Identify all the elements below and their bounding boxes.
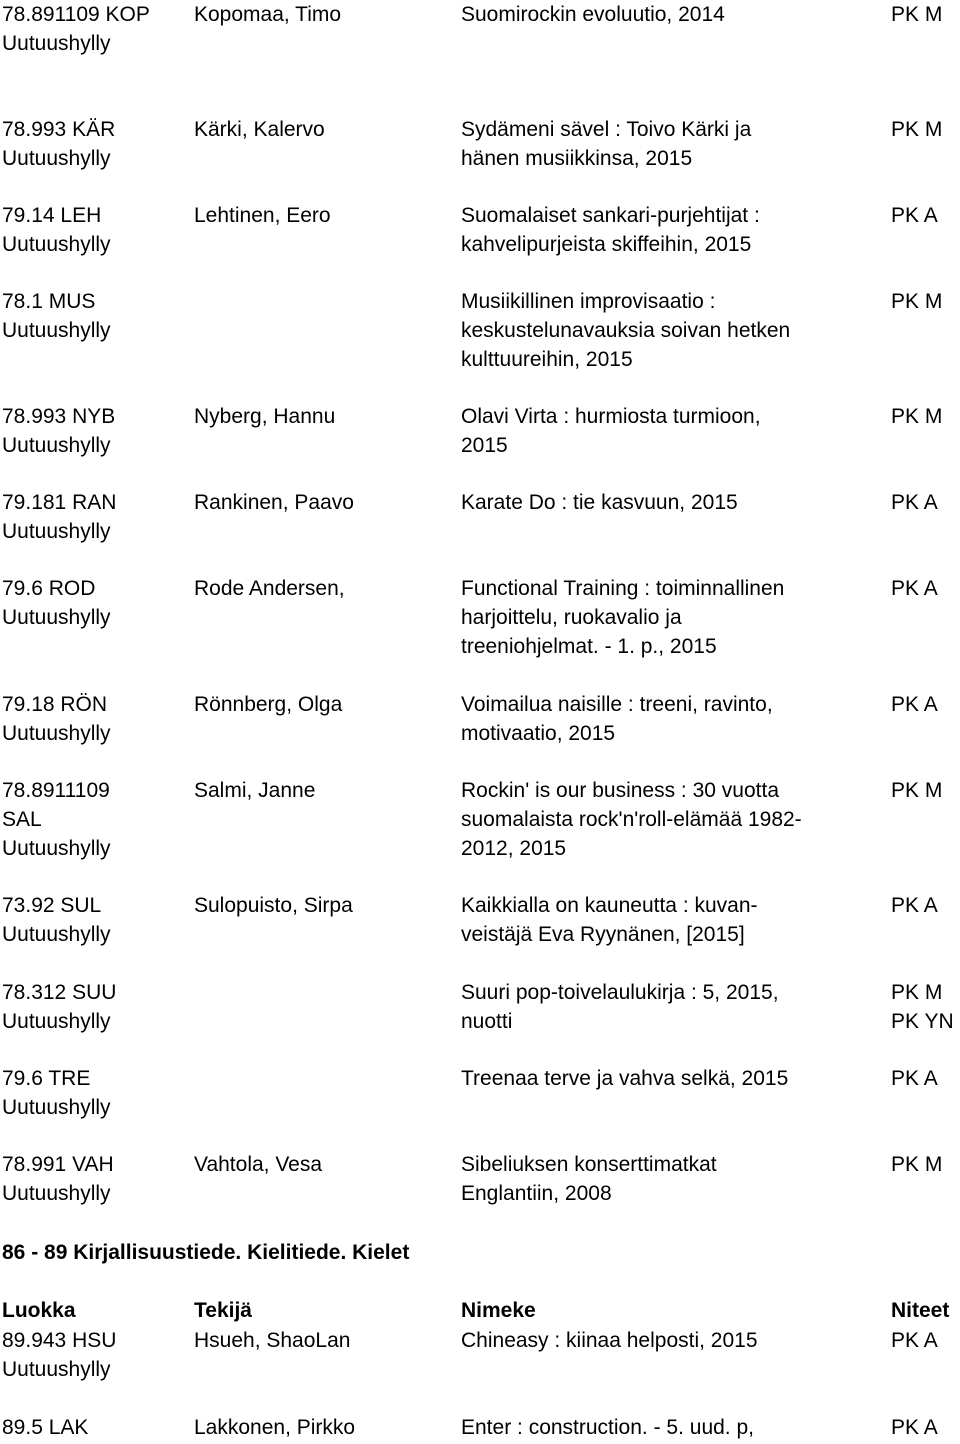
title-cell-line: Olavi Virta : hurmiosta turmioon, (461, 405, 761, 428)
title-cell-line: Treenaa terve ja vahva selkä, 2015 (461, 1067, 789, 1090)
title-cell (461, 287, 881, 374)
location-cell (891, 1064, 960, 1093)
title-cell-line: harjoittelu, ruokavalio ja (461, 606, 682, 629)
column-header-title: Nimeke (461, 1299, 536, 1322)
title-cell-line: Sydämeni sävel : Toivo Kärki ja (461, 118, 752, 141)
title-cell (461, 115, 881, 173)
classification-cell-line: SAL (2, 808, 42, 831)
author-cell (194, 0, 456, 29)
title-cell (461, 0, 881, 29)
title-cell (461, 201, 881, 259)
classification-cell-line: 78.891109 KOP (2, 3, 150, 26)
location-cell (891, 776, 960, 805)
classification-cell-line: Uutuushylly (2, 520, 111, 543)
author-cell (194, 1326, 456, 1355)
classification-cell-line: 78.991 VAH (2, 1153, 114, 1176)
location-cell (891, 402, 960, 431)
classification-cell (2, 402, 187, 460)
author-cell (194, 201, 456, 230)
author-cell (194, 891, 456, 920)
title-cell-line: Musiikillinen improvisaatio : (461, 290, 716, 313)
classification-cell-line: Uutuushylly (2, 722, 111, 745)
location-cell-line: PK M (891, 779, 943, 802)
title-cell (461, 488, 881, 517)
title-cell-line: Sibeliuksen konserttimatkat (461, 1153, 717, 1176)
classification-cell (2, 1413, 187, 1442)
location-cell-line: PK A (891, 204, 938, 227)
classification-cell-line: Uutuushylly (2, 1182, 111, 1205)
author-cell (194, 1413, 456, 1442)
title-cell (461, 776, 881, 863)
column-header-classification: Luokka (2, 1299, 76, 1322)
title-cell (461, 978, 881, 1036)
title-cell (461, 1064, 881, 1093)
title-cell-line: 2015 (461, 434, 508, 457)
author-cell (194, 1150, 456, 1179)
author-cell-line: Nyberg, Hannu (194, 405, 336, 428)
title-cell-line: Chineasy : kiinaa helposti, 2015 (461, 1329, 758, 1352)
classification-cell-line: 78.8911109 (2, 779, 110, 802)
location-cell-line: PK YN (891, 1010, 954, 1033)
title-cell (461, 891, 881, 949)
author-cell-line: Lehtinen, Eero (194, 204, 331, 227)
classification-cell-line: Uutuushylly (2, 606, 111, 629)
location-cell (891, 574, 960, 603)
author-cell (194, 488, 456, 517)
title-cell-line: 2012, 2015 (461, 837, 567, 860)
title-cell-line: Suomalaiset sankari-purjehtijat : (461, 204, 760, 227)
title-cell (461, 1150, 881, 1208)
author-cell-line: Rode Andersen, (194, 577, 345, 600)
classification-cell-line: 78.312 SUU (2, 981, 117, 1004)
location-cell-line: PK A (891, 894, 938, 917)
author-cell-line: Kopomaa, Timo (194, 3, 342, 26)
location-cell (891, 690, 960, 719)
title-cell-line: suomalaista rock'n'roll-elämää 1982- (461, 808, 802, 831)
title-cell (461, 574, 881, 661)
classification-cell-line: Uutuushylly (2, 32, 111, 55)
location-cell-line: PK M (891, 3, 943, 26)
column-header-author: Tekijä (194, 1299, 252, 1322)
classification-cell-line: Uutuushylly (2, 1096, 111, 1119)
classification-cell (2, 0, 187, 58)
title-cell-line: Enter : construction. - 5. uud. p, (461, 1416, 754, 1439)
classification-cell (2, 690, 187, 748)
author-cell-line: Vahtola, Vesa (194, 1153, 323, 1176)
location-cell-line: PK M (891, 118, 943, 141)
classification-cell (2, 115, 187, 173)
classification-cell-line: 79.6 TRE (2, 1067, 91, 1090)
classification-cell (2, 978, 187, 1036)
classification-cell-line: Uutuushylly (2, 233, 111, 256)
location-cell (891, 1150, 960, 1179)
title-cell-line: Rockin' is our business : 30 vuotta (461, 779, 780, 802)
column-header-location: Niteet (891, 1299, 950, 1322)
classification-cell-line: 78.993 KÄR (2, 118, 116, 141)
classification-cell (2, 1064, 187, 1122)
classification-cell-line: Uutuushylly (2, 147, 111, 170)
title-cell (461, 690, 881, 748)
classification-cell (2, 1150, 187, 1208)
classification-cell-line: 79.14 LEH (2, 204, 102, 227)
classification-cell (2, 488, 187, 546)
title-cell-line: kulttuureihin, 2015 (461, 348, 633, 371)
classification-cell (2, 574, 187, 632)
author-cell-line: Lakkonen, Pirkko (194, 1416, 356, 1439)
classification-cell-line: 89.943 HSU (2, 1329, 117, 1352)
classification-cell (2, 776, 187, 863)
author-cell-line: Sulopuisto, Sirpa (194, 894, 353, 917)
classification-cell-line: Uutuushylly (2, 319, 111, 342)
author-cell-line: Kärki, Kalervo (194, 118, 325, 141)
classification-cell-line: 79.181 RAN (2, 491, 117, 514)
location-cell (891, 115, 960, 144)
location-cell (891, 488, 960, 517)
title-cell-line: hänen musiikkinsa, 2015 (461, 147, 693, 170)
classification-cell (2, 201, 187, 259)
location-cell (891, 0, 960, 29)
author-cell-line: Salmi, Janne (194, 779, 316, 802)
location-cell-line: PK M (891, 405, 943, 428)
classification-cell (2, 287, 187, 345)
classification-cell-line: Uutuushylly (2, 923, 111, 946)
author-cell (194, 574, 456, 603)
author-cell-line: Hsueh, ShaoLan (194, 1329, 351, 1352)
title-cell-line: Karate Do : tie kasvuun, 2015 (461, 491, 738, 514)
title-cell-line: nuotti (461, 1010, 513, 1033)
title-cell (461, 1326, 881, 1355)
location-cell (891, 978, 960, 1036)
title-cell-line: Kaikkialla on kauneutta : kuvan- (461, 894, 758, 917)
classification-cell (2, 1326, 187, 1384)
title-cell (461, 402, 881, 460)
location-cell-line: PK A (891, 693, 938, 716)
author-cell (194, 402, 456, 431)
location-cell (891, 891, 960, 920)
classification-cell-line: Uutuushylly (2, 1358, 111, 1381)
classification-cell-line: Uutuushylly (2, 1010, 111, 1033)
title-cell-line: keskustelunavauksia soivan hetken (461, 319, 791, 342)
author-cell (194, 776, 456, 805)
title-cell-line: Voimailua naisille : treeni, ravinto, (461, 693, 773, 716)
title-cell-line: veistäjä Eva Ryynänen, [2015] (461, 923, 745, 946)
location-cell-line: PK A (891, 577, 938, 600)
location-cell-line: PK A (891, 491, 938, 514)
author-cell (194, 690, 456, 719)
classification-cell-line: Uutuushylly (2, 434, 111, 457)
author-cell-line: Rankinen, Paavo (194, 491, 354, 514)
title-cell-line: Functional Training : toiminnallinen (461, 577, 785, 600)
classification-cell-line: 78.1 MUS (2, 290, 96, 313)
location-cell (891, 1326, 960, 1355)
classification-cell-line: 79.18 RÖN (2, 693, 108, 716)
location-cell-line: PK A (891, 1067, 938, 1090)
classification-cell-line: 79.6 ROD (2, 577, 96, 600)
title-cell-line: Suuri pop-toivelaulukirja : 5, 2015, (461, 981, 779, 1004)
location-cell (891, 201, 960, 230)
title-cell-line: treeniohjelmat. - 1. p., 2015 (461, 635, 717, 658)
classification-cell (2, 891, 187, 949)
classification-cell-line: 73.92 SUL (2, 894, 102, 917)
title-cell-line: kahvelipurjeista skiffeihin, 2015 (461, 233, 752, 256)
title-cell-line: Suomirockin evoluutio, 2014 (461, 3, 725, 26)
author-cell-line: Rönnberg, Olga (194, 693, 343, 716)
location-cell (891, 287, 960, 316)
location-cell-line: PK M (891, 1153, 943, 1176)
location-cell-line: PK A (891, 1416, 938, 1439)
location-cell (891, 1413, 960, 1442)
classification-cell-line: 78.993 NYB (2, 405, 116, 428)
section-heading: 86 - 89 Kirjallisuustiede. Kielitiede. Kielet (2, 1241, 410, 1264)
location-cell-line: PK A (891, 1329, 938, 1352)
classification-cell-line: 89.5 LAK (2, 1416, 89, 1439)
classification-cell-line: Uutuushylly (2, 837, 111, 860)
location-cell-line: PK M (891, 981, 943, 1004)
location-cell-line: PK M (891, 290, 943, 313)
title-cell-line: motivaatio, 2015 (461, 722, 616, 745)
title-cell (461, 1413, 881, 1442)
author-cell (194, 115, 456, 144)
title-cell-line: Englantiin, 2008 (461, 1182, 612, 1205)
